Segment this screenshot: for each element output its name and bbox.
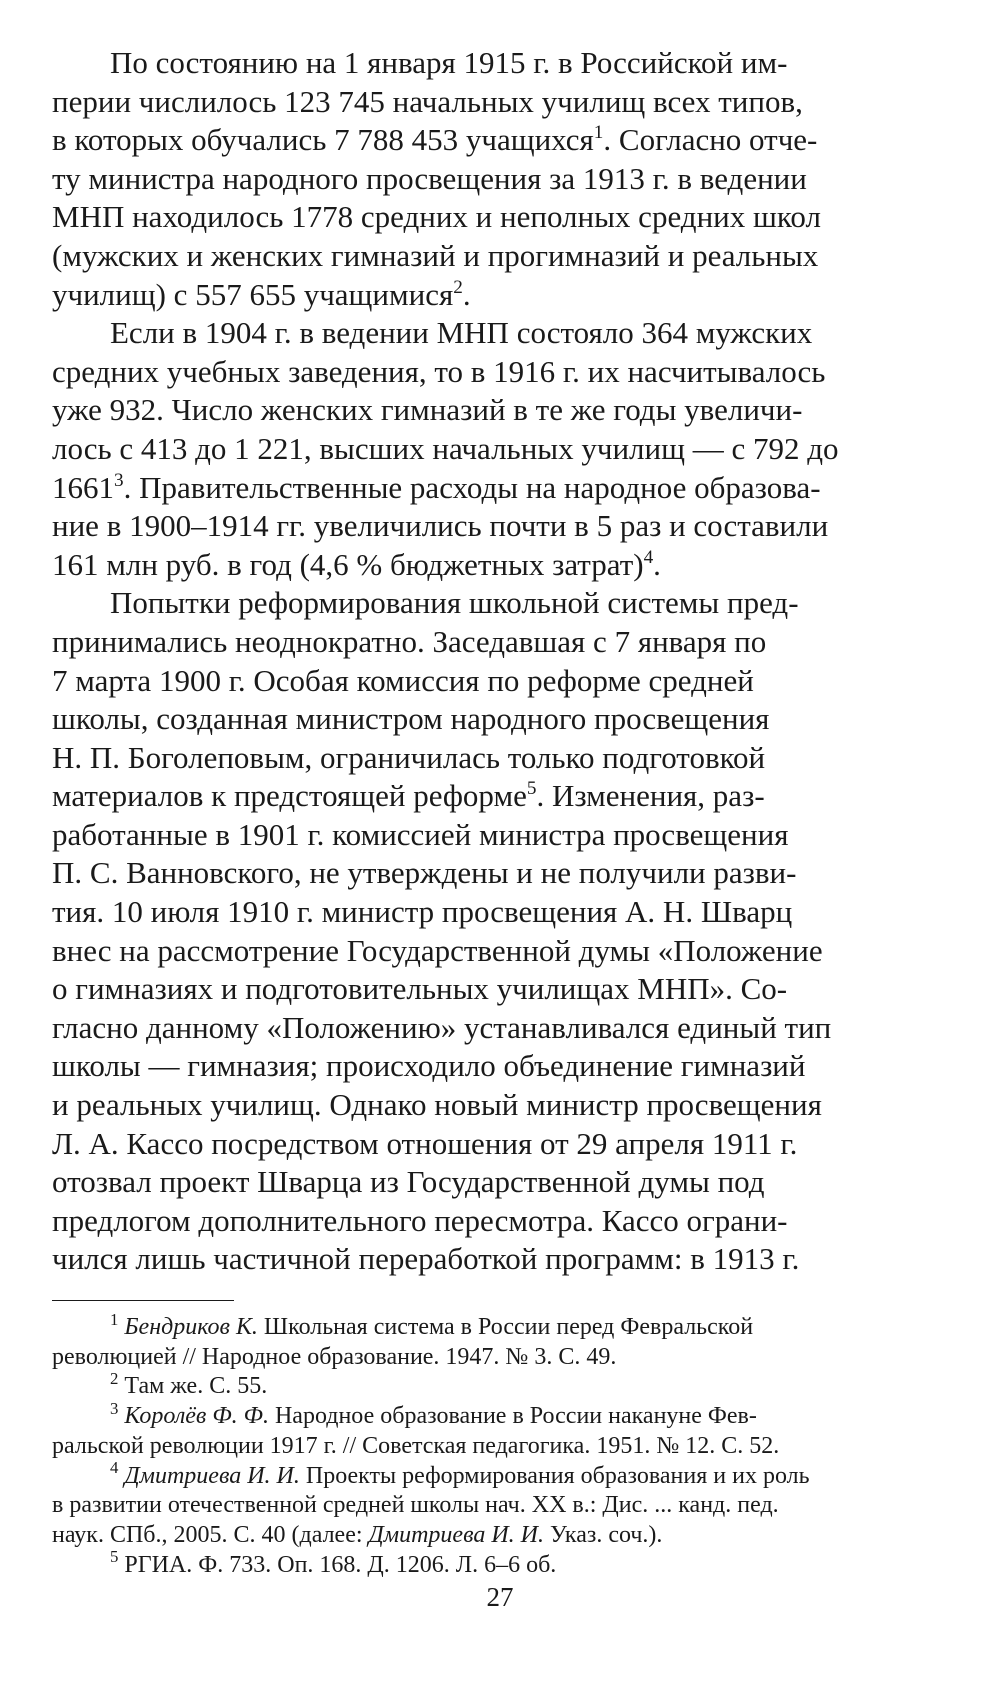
paragraph-2	[52, 314, 958, 584]
text-line: перии числилось 123 745 начальных училищ всех типов,	[52, 83, 803, 119]
text-line: принимались неоднократно. Заседавшая с 7 января по	[52, 623, 767, 659]
footnote-text: наук. СПб., 2005. С. 40 (далее:	[52, 1521, 369, 1548]
footnote-ref-1[interactable]: 1	[593, 122, 604, 144]
footnotes	[52, 1309, 958, 1580]
text-line: отозвал проект Шварца из Государственной думы под	[52, 1164, 765, 1200]
text-line: 7 марта 1900 г. Особая комиссия по реформе средней	[52, 662, 754, 698]
footnote-5	[52, 1547, 958, 1581]
footnote-author: Бендриков К.	[124, 1314, 258, 1340]
footnote-author: Дмитриева И. И.	[368, 1521, 545, 1548]
text-line: По состоянию на 1 января 1915 г. в Российской им-	[110, 45, 788, 80]
footnote-ref-2[interactable]: 2	[453, 276, 463, 298]
footnote-mark: 5	[110, 1547, 119, 1567]
paragraph-3	[52, 584, 958, 1279]
footnote-mark: 4	[110, 1458, 119, 1478]
footnote-3	[52, 1398, 958, 1461]
text-line: . Правительственные расходы на народное образова-	[123, 469, 821, 505]
main-text	[52, 44, 958, 1279]
footnote-ref-4[interactable]: 4	[643, 546, 654, 568]
text-line: уже 932. Число женских гимназий в те же годы увеличи-	[52, 392, 803, 428]
footnote-text: Указ. соч.).	[544, 1521, 663, 1548]
footnote-4	[52, 1458, 958, 1551]
footnote-text: ральской революции 1917 г. // Советская педагогика. 1951. № 12. С. 52.	[52, 1432, 780, 1459]
page-number: 27	[486, 1582, 514, 1612]
text-line: Л. А. Кассо посредством отношения от 29 апреля 1911 г.	[52, 1125, 798, 1161]
text-line: лось с 413 до 1 221, высших начальных училищ — с 792 до	[52, 430, 839, 466]
text-line: 1661	[52, 469, 114, 505]
footnote-text: Народное образование в России накануне Фев-	[268, 1403, 757, 1430]
text-line: внес на рассмотрение Государственной думы «Положение	[52, 932, 823, 968]
text-line: материалов к предстоящей реформе	[52, 778, 527, 814]
text-line: и реальных училищ. Однако новый министр просвещения	[52, 1087, 822, 1123]
page	[52, 44, 958, 1580]
footnote-mark: 3	[110, 1398, 119, 1418]
footnote-2	[52, 1369, 958, 1402]
text-line: ние в 1900–1914 гг. увеличились почти в 5 раз и составили	[52, 508, 829, 544]
footnote-mark: 2	[110, 1369, 119, 1389]
text-line: 161 млн руб. в год (4,6 % бюджетных затрат)	[52, 546, 644, 582]
text-line: Попытки реформирования школьной системы пред-	[110, 585, 799, 621]
text-line: гласно данному «Положению» устанавливался единый тип	[52, 1009, 832, 1045]
text-line: тия. 10 июля 1910 г. министр просвещения А. Н. Шварц	[52, 894, 793, 930]
text-line: .	[462, 276, 471, 312]
footnote-ref-5[interactable]: 5	[526, 778, 537, 800]
text-line: . Изменения, раз-	[536, 778, 765, 814]
footnote-text: Там же. С. 55.	[118, 1373, 268, 1400]
text-line: . Согласно отче-	[603, 122, 818, 158]
footnote-ref-3[interactable]: 3	[114, 469, 124, 491]
text-line: чился лишь частичной переработкой программ: в 1913 г.	[52, 1241, 800, 1277]
footnote-author: Дмитриева И. И.	[124, 1462, 300, 1489]
text-line: школы — гимназия; происходило объединение гимназий	[52, 1048, 806, 1084]
paragraph-1	[52, 44, 958, 314]
text-line: Н. П. Боголеповым, ограничилась только подготовкой	[52, 739, 766, 775]
text-line: училищ) с 557 655 учащимися	[52, 276, 454, 312]
text-line: средних учебных заведения, то в 1916 г. их насчитывалось	[52, 353, 826, 389]
footnote-1	[52, 1309, 958, 1372]
text-line: предлогом дополнительного пересмотра. Кассо ограни-	[52, 1202, 788, 1238]
text-line: о гимназиях и подготовительных училищах МНП». Со-	[52, 971, 788, 1007]
text-line: МНП находилось 1778 средних и неполных средних школ	[52, 199, 821, 235]
text-line: .	[653, 546, 661, 582]
text-line: в которых обучались 7 788 453 учащихся	[52, 122, 594, 158]
footnote-mark: 1	[110, 1309, 119, 1329]
text-line: (мужских и женских гимназий и прогимназий и реальных	[52, 237, 819, 273]
footnote-text: Проекты реформирования образования и их роль	[299, 1462, 810, 1489]
text-line: работанные в 1901 г. комиссией министра просвещения	[52, 816, 789, 852]
footnote-text: Школьная система в России перед Февральской	[257, 1314, 754, 1340]
text-line: ту министра народного просвещения за 1913 г. в ведении	[52, 160, 807, 196]
footnote-text: РГИА. Ф. 733. Оп. 168. Д. 1206. Л. 6–6 об.	[118, 1551, 557, 1578]
footnote-text: в развитии отечественной средней школы нач. XX в.: Дис. ... канд. пед.	[52, 1492, 779, 1519]
text-line: П. С. Ванновского, не утверждены и не получили разви-	[52, 855, 797, 891]
footnote-author: Королёв Ф. Ф.	[124, 1403, 269, 1430]
text-line: школы, созданная министром народного просвещения	[52, 701, 770, 737]
text-line: Если в 1904 г. в ведении МНП состояло 364 мужских	[110, 315, 813, 351]
footnote-divider	[52, 1300, 234, 1301]
footnote-text: революцией // Народное образование. 1947. № 3. С. 49.	[52, 1343, 617, 1370]
